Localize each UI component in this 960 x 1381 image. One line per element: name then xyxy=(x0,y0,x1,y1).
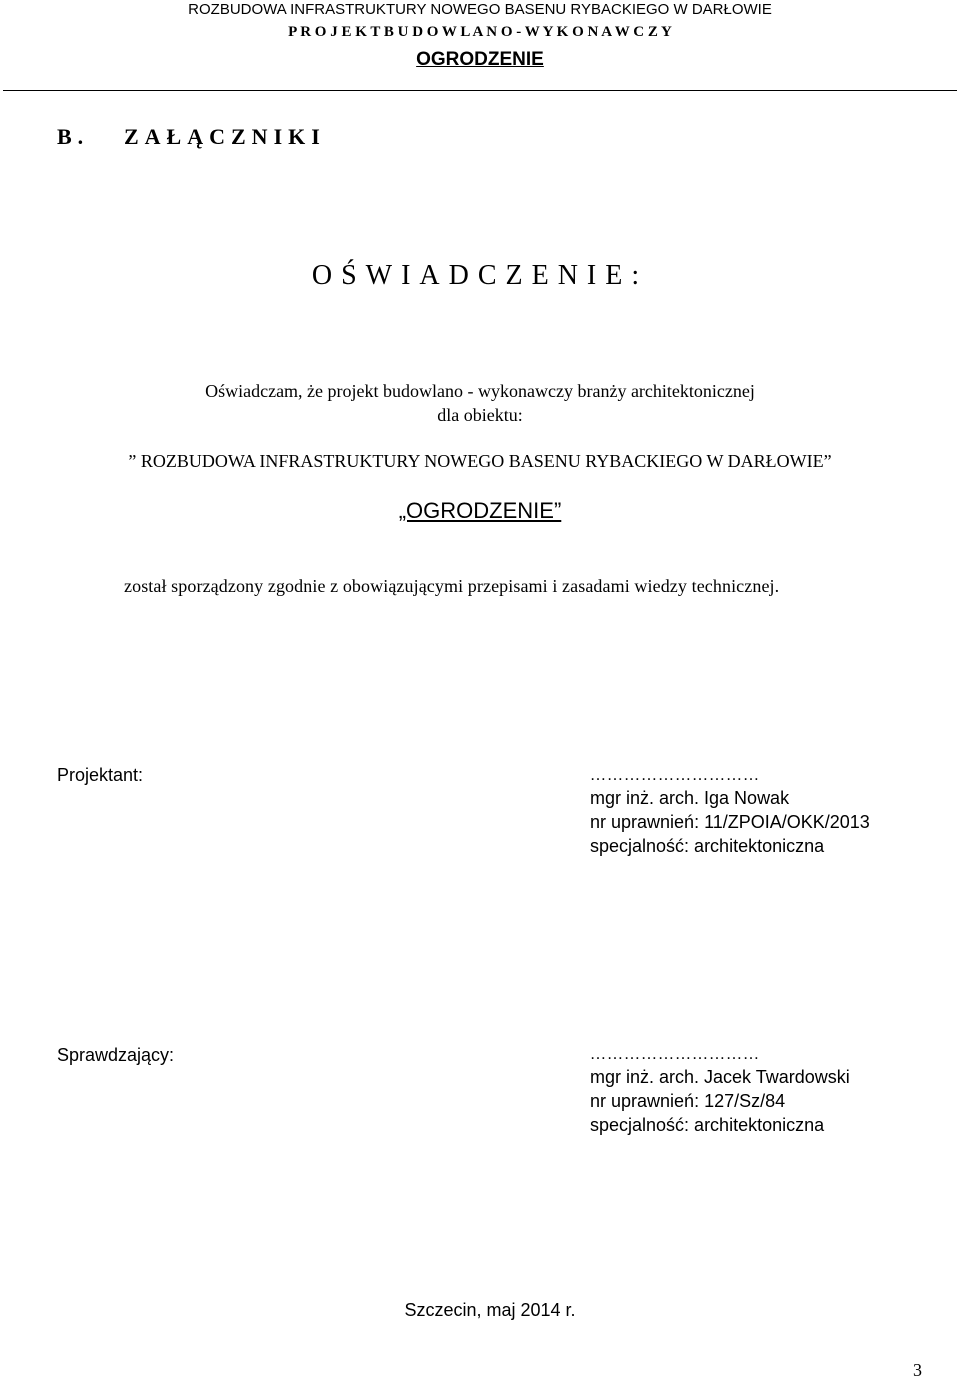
statement-line-1: Oświadczam, że projekt budowlano - wykonawczy branży architektonicznej xyxy=(205,381,755,401)
designer-signature-block xyxy=(590,766,870,858)
document-title: OŚWIADCZENIE: xyxy=(311,260,649,291)
page-number: 3 xyxy=(913,1360,922,1380)
header-divider xyxy=(3,90,957,91)
designer-license: nr uprawnień: 11/ZPOIA/OKK/2013 xyxy=(590,812,870,832)
place-and-date: Szczecin, maj 2014 r. xyxy=(404,1300,576,1320)
section-title: ZAŁĄCZNIKI xyxy=(124,124,326,149)
checker-name: mgr inż. arch. Jacek Twardowski xyxy=(590,1067,850,1087)
header-subject-text: OGRODZENIE xyxy=(416,49,544,70)
designer-name: mgr inż. arch. Iga Nowak xyxy=(590,788,790,808)
statement-subject xyxy=(0,498,960,524)
designer-signature-line: ………………………… xyxy=(590,767,760,784)
designer-specialty: specjalność: architektoniczna xyxy=(590,836,825,856)
checker-specialty: specjalność: architektoniczna xyxy=(590,1115,825,1135)
header-subject xyxy=(0,48,960,72)
header-project-title: ROZBUDOWA INFRASTRUKTURY NOWEGO BASENU RYBACKIEGO W DARŁOWIE xyxy=(188,1,772,18)
designer-label: Projektant: xyxy=(57,765,144,785)
statement-subject-text: „OGRODZENIE” xyxy=(398,498,562,523)
checker-signature-block xyxy=(590,1045,850,1137)
statement-project-name: ” ROZBUDOWA INFRASTRUKTURY NOWEGO BASENU RYBACKIEGO W DARŁOWIE” xyxy=(128,451,832,471)
checker-license: nr uprawnień: 127/Sz/84 xyxy=(590,1091,786,1111)
statement-line-5: został sporządzony zgodnie z obowiązującymi przepisami i zasadami wiedzy technicznej. xyxy=(124,576,780,596)
checker-signature-line: ………………………… xyxy=(590,1046,760,1063)
section-letter: B. xyxy=(57,124,90,149)
header-project-type: P R O J E K T B U D O W L A N O - W Y K O N A W C Z Y xyxy=(288,24,672,40)
checker-label: Sprawdzający: xyxy=(57,1045,175,1065)
statement-line-2: dla obiektu: xyxy=(437,405,523,425)
